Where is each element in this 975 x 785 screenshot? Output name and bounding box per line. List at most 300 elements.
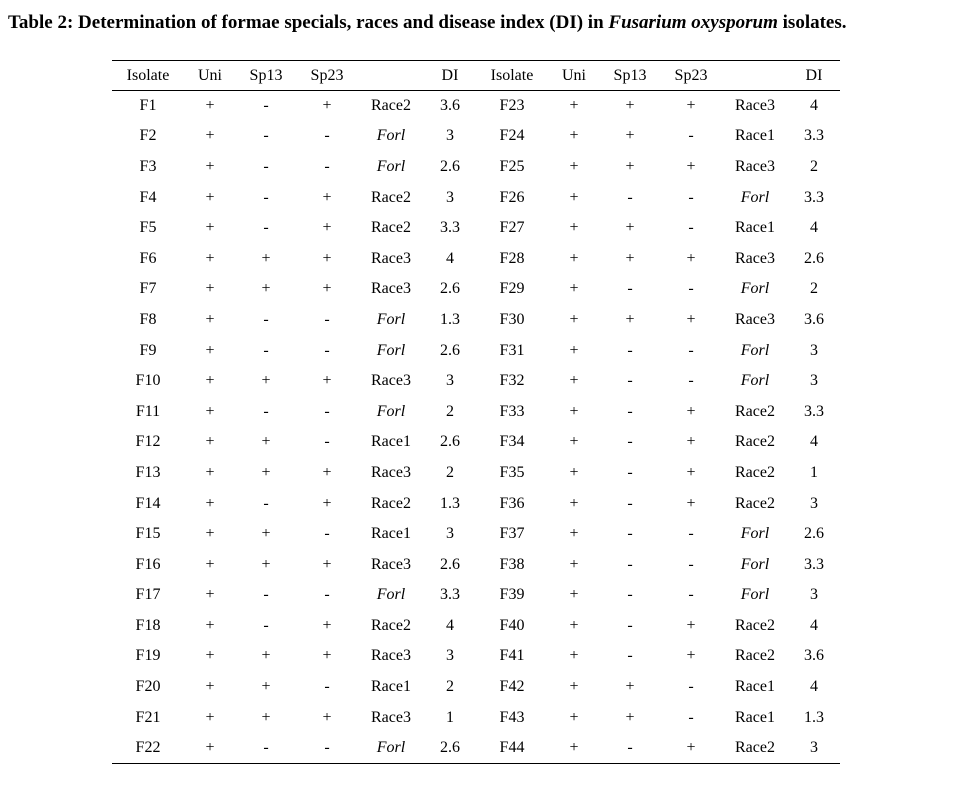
right-di-cell: 2.6 <box>804 249 824 267</box>
left-race-cell: Forl <box>376 402 406 420</box>
left-isolate-cell: F5 <box>139 219 157 237</box>
left-sp23-cell: - <box>296 733 358 764</box>
right-isolate-cell: F40 <box>499 616 525 634</box>
left-race-cell: Forl <box>376 310 406 328</box>
right-race-cell: Forl <box>740 341 770 359</box>
left-sp13-cell: - <box>263 97 269 115</box>
right-race-cell: Forl <box>740 586 770 604</box>
right-sp23-cell: + <box>686 402 696 420</box>
left-race-cell: Forl <box>376 586 406 604</box>
left-sp13-cell: - <box>263 341 269 359</box>
left-isolate-cell: F17 <box>135 586 161 604</box>
right-sp23-cell: - <box>688 127 694 145</box>
right-isolate-cell: F36 <box>499 494 525 512</box>
right-uni-cell: + <box>569 402 579 420</box>
left-race-cell: Race1 <box>371 525 411 543</box>
right-uni-cell: + <box>569 127 579 145</box>
right-isolate-cell: F39 <box>499 586 525 604</box>
right-race-cell: Race3 <box>735 249 775 267</box>
table-row <box>112 672 840 703</box>
right-sp13-cell: + <box>625 127 635 145</box>
right-sp23-cell: - <box>688 372 694 390</box>
right-race-cell: Race2 <box>735 616 775 634</box>
right-di-cell: 2 <box>810 280 818 298</box>
left-sp13-cell: - <box>263 157 269 175</box>
left-di-cell: 3.3 <box>440 219 460 237</box>
left-sp23-cell: - <box>324 586 330 604</box>
right-sp13-cell: - <box>627 341 633 359</box>
caption-species: Fusarium oxysporum <box>608 12 778 33</box>
right-sp13-cell: - <box>627 647 633 665</box>
left-sp13-cell: - <box>263 219 269 237</box>
right-isolate-cell: F43 <box>499 708 525 726</box>
right-isolate-cell: F32 <box>499 372 525 390</box>
right-race-cell: Race1 <box>735 219 775 237</box>
right-uni-cell: + <box>569 616 579 634</box>
left-uni-cell: + <box>205 678 215 696</box>
right-di-cell: 4 <box>810 219 818 237</box>
left-di-cell: 3 <box>446 647 454 665</box>
right-isolate-cell: F34 <box>499 433 525 451</box>
left-sp23-cell: - <box>324 341 330 359</box>
left-isolate-cell: F7 <box>139 280 157 298</box>
table-row <box>112 305 840 336</box>
left-race-cell: Race2 <box>371 219 411 237</box>
right-sp23-cell: + <box>686 97 696 115</box>
left-race-cell: Race1 <box>371 433 411 451</box>
left-sp23-cell: - <box>324 310 330 328</box>
left-sp13-cell: + <box>261 372 271 390</box>
header-di-left: DI <box>424 61 476 91</box>
right-race-cell: Race2 <box>735 402 775 420</box>
left-sp13-cell: + <box>261 280 271 298</box>
left-sp13-cell: - <box>263 127 269 145</box>
right-di-cell: 2 <box>810 157 818 175</box>
right-di-cell: 1 <box>810 463 818 481</box>
right-sp23-cell: - <box>688 341 694 359</box>
right-sp23-cell: + <box>686 463 696 481</box>
table-row <box>112 274 840 305</box>
right-di-cell: 4 <box>810 97 818 115</box>
left-uni-cell: + <box>205 188 215 206</box>
left-isolate-cell: F3 <box>139 157 157 175</box>
table-row <box>112 152 840 183</box>
right-race-cell: Race2 <box>735 494 775 512</box>
left-race-cell: Race2 <box>371 616 411 634</box>
right-isolate-cell: F25 <box>499 157 525 175</box>
left-di-cell: 2.6 <box>440 341 460 359</box>
right-uni-cell: + <box>569 249 579 267</box>
right-di-cell: 3.6 <box>804 647 824 665</box>
right-isolate-cell: F26 <box>499 188 525 206</box>
left-sp13-cell: - <box>263 586 269 604</box>
right-isolate-cell: F28 <box>499 249 525 267</box>
right-di-cell: 4 <box>810 678 818 696</box>
left-race-cell: Race3 <box>371 463 411 481</box>
right-race-cell: Forl <box>740 525 770 543</box>
header-isolate-right: Isolate <box>476 61 548 91</box>
right-isolate-cell: F37 <box>499 525 525 543</box>
left-isolate-cell: F14 <box>135 494 161 512</box>
left-isolate-cell: F10 <box>135 372 161 390</box>
left-sp23-cell: - <box>324 525 330 543</box>
left-isolate-cell: F12 <box>135 433 161 451</box>
table-row <box>112 182 840 213</box>
right-di-cell: 3 <box>788 733 840 764</box>
table-row <box>112 121 840 152</box>
left-uni-cell: + <box>205 433 215 451</box>
left-uni-cell: + <box>205 127 215 145</box>
left-sp23-cell: - <box>324 402 330 420</box>
right-di-cell: 3.3 <box>804 188 824 206</box>
left-uni-cell: + <box>205 97 215 115</box>
left-di-cell: 2.6 <box>440 157 460 175</box>
table-row <box>112 611 840 642</box>
right-sp13-cell: - <box>627 525 633 543</box>
left-sp23-cell: + <box>322 249 332 267</box>
table-body <box>112 91 840 764</box>
right-race-cell: Race3 <box>735 97 775 115</box>
left-sp13-cell: + <box>261 463 271 481</box>
left-sp23-cell: + <box>322 494 332 512</box>
right-race-cell: Forl <box>740 188 770 206</box>
header-uni-left: Uni <box>184 61 236 91</box>
right-isolate-cell: F33 <box>499 402 525 420</box>
left-uni-cell: + <box>205 249 215 267</box>
right-uni-cell: + <box>569 372 579 390</box>
right-uni-cell: + <box>569 433 579 451</box>
left-di-cell: 1 <box>446 708 454 726</box>
right-sp13-cell: + <box>625 219 635 237</box>
right-sp23-cell: - <box>688 555 694 573</box>
table-row <box>112 733 840 764</box>
right-uni-cell: + <box>569 310 579 328</box>
left-di-cell: 3 <box>446 188 454 206</box>
right-di-cell: 3 <box>810 372 818 390</box>
table-row <box>112 335 840 366</box>
isolate-table-container <box>112 60 840 764</box>
left-uni-cell: + <box>205 280 215 298</box>
left-uni-cell: + <box>184 733 236 764</box>
right-di-cell: 3.3 <box>804 555 824 573</box>
left-sp23-cell: + <box>322 280 332 298</box>
left-uni-cell: + <box>205 616 215 634</box>
left-di-cell: 2.6 <box>424 733 476 764</box>
right-sp13-cell: + <box>625 310 635 328</box>
left-race-cell: Race3 <box>371 372 411 390</box>
header-di-right: DI <box>788 61 840 91</box>
right-sp23-cell: + <box>686 494 696 512</box>
left-isolate-cell: F22 <box>112 733 184 764</box>
caption-suffix: isolates. <box>777 12 847 33</box>
right-sp13-cell: - <box>627 280 633 298</box>
right-uni-cell: + <box>569 97 579 115</box>
right-sp23-cell: + <box>686 310 696 328</box>
left-sp23-cell: + <box>322 97 332 115</box>
right-sp13-cell: - <box>627 616 633 634</box>
right-sp23-cell: + <box>686 249 696 267</box>
right-sp13-cell: + <box>625 249 635 267</box>
header-race-right <box>722 61 788 91</box>
table-row <box>112 427 840 458</box>
left-race-cell: Race3 <box>371 708 411 726</box>
left-sp13-cell: + <box>261 647 271 665</box>
right-sp13-cell: + <box>625 157 635 175</box>
left-di-cell: 3 <box>446 372 454 390</box>
left-di-cell: 3 <box>446 525 454 543</box>
right-race-cell: Forl <box>740 555 770 573</box>
right-race-cell: Forl <box>740 372 770 390</box>
left-di-cell: 3.6 <box>440 97 460 115</box>
right-di-cell: 2.6 <box>804 525 824 543</box>
left-sp23-cell: - <box>324 157 330 175</box>
right-uni-cell: + <box>569 219 579 237</box>
right-sp23-cell: + <box>686 616 696 634</box>
right-uni-cell: + <box>569 647 579 665</box>
table-row <box>112 213 840 244</box>
right-isolate-cell: F42 <box>499 678 525 696</box>
right-isolate-cell: F30 <box>499 310 525 328</box>
right-di-cell: 3.6 <box>804 310 824 328</box>
right-isolate-cell: F31 <box>499 341 525 359</box>
left-uni-cell: + <box>205 494 215 512</box>
right-uni-cell: + <box>569 494 579 512</box>
left-uni-cell: + <box>205 708 215 726</box>
left-sp23-cell: + <box>322 647 332 665</box>
table-row <box>112 91 840 122</box>
right-uni-cell: + <box>548 733 600 764</box>
left-sp23-cell: + <box>322 555 332 573</box>
right-uni-cell: + <box>569 586 579 604</box>
right-uni-cell: + <box>569 188 579 206</box>
left-sp23-cell: + <box>322 219 332 237</box>
right-sp13-cell: - <box>627 188 633 206</box>
table-row <box>112 396 840 427</box>
right-race-cell: Race2 <box>735 433 775 451</box>
left-race-cell: Race3 <box>371 249 411 267</box>
left-sp13-cell: + <box>261 678 271 696</box>
left-uni-cell: + <box>205 555 215 573</box>
right-sp23-cell: - <box>688 525 694 543</box>
right-race-cell: Race1 <box>735 678 775 696</box>
left-sp23-cell: - <box>324 127 330 145</box>
right-isolate-cell: F35 <box>499 463 525 481</box>
left-race-cell: Forl <box>376 341 406 359</box>
left-sp23-cell: - <box>324 433 330 451</box>
left-sp13-cell: - <box>263 616 269 634</box>
right-uni-cell: + <box>569 157 579 175</box>
left-sp23-cell: + <box>322 372 332 390</box>
right-uni-cell: + <box>569 555 579 573</box>
left-isolate-cell: F11 <box>135 402 161 420</box>
table-row <box>112 519 840 550</box>
left-uni-cell: + <box>205 310 215 328</box>
left-uni-cell: + <box>205 372 215 390</box>
right-sp13-cell: - <box>627 586 633 604</box>
left-sp23-cell: - <box>324 678 330 696</box>
right-uni-cell: + <box>569 525 579 543</box>
right-sp13-cell: - <box>627 463 633 481</box>
right-di-cell: 1.3 <box>804 708 824 726</box>
left-isolate-cell: F15 <box>135 525 161 543</box>
right-isolate-cell: F41 <box>499 647 525 665</box>
right-isolate-cell: F29 <box>499 280 525 298</box>
right-sp13-cell: - <box>627 372 633 390</box>
left-sp23-cell: + <box>322 616 332 634</box>
left-isolate-cell: F2 <box>139 127 157 145</box>
header-sp13-left: Sp13 <box>236 61 296 91</box>
left-sp13-cell: - <box>236 733 296 764</box>
right-uni-cell: + <box>569 341 579 359</box>
left-sp13-cell: + <box>261 249 271 267</box>
right-sp13-cell: - <box>627 555 633 573</box>
right-sp23-cell: - <box>688 708 694 726</box>
left-di-cell: 2 <box>446 463 454 481</box>
header-row <box>112 61 840 91</box>
left-race-cell: Forl <box>376 157 406 175</box>
right-di-cell: 3 <box>810 586 818 604</box>
left-uni-cell: + <box>205 463 215 481</box>
left-uni-cell: + <box>205 341 215 359</box>
right-di-cell: 3.3 <box>804 402 824 420</box>
left-uni-cell: + <box>205 586 215 604</box>
table-row <box>112 580 840 611</box>
right-sp13-cell: + <box>625 708 635 726</box>
left-di-cell: 3 <box>446 127 454 145</box>
left-race-cell: Race2 <box>371 188 411 206</box>
left-isolate-cell: F16 <box>135 555 161 573</box>
left-isolate-cell: F9 <box>139 341 157 359</box>
left-di-cell: 1.3 <box>440 310 460 328</box>
right-isolate-cell: F44 <box>476 733 548 764</box>
right-sp23-cell: + <box>686 157 696 175</box>
left-race-cell: Race3 <box>371 555 411 573</box>
left-uni-cell: + <box>205 525 215 543</box>
right-di-cell: 3 <box>810 341 818 359</box>
left-isolate-cell: F21 <box>135 708 161 726</box>
header-sp13-right: Sp13 <box>600 61 660 91</box>
left-sp13-cell: + <box>261 555 271 573</box>
table-row <box>112 641 840 672</box>
right-sp23-cell: + <box>686 433 696 451</box>
right-sp13-cell: - <box>627 433 633 451</box>
left-uni-cell: + <box>205 647 215 665</box>
left-isolate-cell: F4 <box>139 188 157 206</box>
left-race-cell: Race2 <box>371 494 411 512</box>
left-uni-cell: + <box>205 157 215 175</box>
left-sp13-cell: + <box>261 525 271 543</box>
left-isolate-cell: F20 <box>135 678 161 696</box>
right-di-cell: 3 <box>810 494 818 512</box>
left-race-cell: Race3 <box>371 647 411 665</box>
left-sp13-cell: - <box>263 310 269 328</box>
left-di-cell: 2 <box>446 402 454 420</box>
right-sp13-cell: - <box>627 402 633 420</box>
left-di-cell: 4 <box>446 616 454 634</box>
left-isolate-cell: F13 <box>135 463 161 481</box>
left-isolate-cell: F1 <box>139 97 157 115</box>
table-row <box>112 458 840 489</box>
right-race-cell: Race2 <box>735 647 775 665</box>
left-isolate-cell: F8 <box>139 310 157 328</box>
left-sp13-cell: - <box>263 188 269 206</box>
table-row <box>112 549 840 580</box>
left-sp23-cell: + <box>322 463 332 481</box>
right-race-cell: Race2 <box>735 463 775 481</box>
table-row <box>112 488 840 519</box>
caption-prefix: Table 2: Determination of formae specials, races and disease index (DI) in <box>8 12 609 33</box>
right-race-cell: Race1 <box>735 127 775 145</box>
left-sp13-cell: + <box>261 708 271 726</box>
left-isolate-cell: F19 <box>135 647 161 665</box>
right-uni-cell: + <box>569 678 579 696</box>
right-sp23-cell: + <box>686 647 696 665</box>
left-isolate-cell: F6 <box>139 249 157 267</box>
right-sp13-cell: - <box>627 494 633 512</box>
right-uni-cell: + <box>569 708 579 726</box>
right-race-cell: Race2 <box>722 733 788 764</box>
right-di-cell: 3.3 <box>804 127 824 145</box>
right-sp23-cell: - <box>688 280 694 298</box>
header-sp23-right: Sp23 <box>660 61 722 91</box>
table-row <box>112 243 840 274</box>
left-race-cell: Forl <box>376 127 406 145</box>
right-sp23-cell: + <box>660 733 722 764</box>
right-isolate-cell: F24 <box>499 127 525 145</box>
right-sp13-cell: + <box>625 97 635 115</box>
right-sp23-cell: - <box>688 586 694 604</box>
right-di-cell: 4 <box>810 433 818 451</box>
left-uni-cell: + <box>205 219 215 237</box>
left-di-cell: 2.6 <box>440 555 460 573</box>
left-di-cell: 2.6 <box>440 280 460 298</box>
right-race-cell: Race3 <box>735 157 775 175</box>
left-sp13-cell: - <box>263 494 269 512</box>
right-uni-cell: + <box>569 280 579 298</box>
left-sp13-cell: + <box>261 433 271 451</box>
table-row <box>112 366 840 397</box>
table-row <box>112 702 840 733</box>
right-di-cell: 4 <box>810 616 818 634</box>
left-race-cell: Race3 <box>371 280 411 298</box>
left-sp13-cell: - <box>263 402 269 420</box>
left-race-cell: Race1 <box>371 678 411 696</box>
right-race-cell: Race1 <box>735 708 775 726</box>
right-race-cell: Forl <box>740 280 770 298</box>
right-sp13-cell: - <box>600 733 660 764</box>
header-isolate-left: Isolate <box>112 61 184 91</box>
header-uni-right: Uni <box>548 61 600 91</box>
left-di-cell: 1.3 <box>440 494 460 512</box>
header-race-left <box>358 61 424 91</box>
left-race-cell: Forl <box>358 733 424 764</box>
right-isolate-cell: F38 <box>499 555 525 573</box>
right-sp23-cell: - <box>688 188 694 206</box>
right-uni-cell: + <box>569 463 579 481</box>
header-sp23-left: Sp23 <box>296 61 358 91</box>
right-isolate-cell: F23 <box>499 97 525 115</box>
table-caption <box>8 10 968 36</box>
left-di-cell: 2 <box>446 678 454 696</box>
left-uni-cell: + <box>205 402 215 420</box>
right-sp23-cell: - <box>688 678 694 696</box>
right-sp23-cell: - <box>688 219 694 237</box>
left-di-cell: 3.3 <box>440 586 460 604</box>
left-isolate-cell: F18 <box>135 616 161 634</box>
isolate-table <box>112 60 840 764</box>
right-isolate-cell: F27 <box>499 219 525 237</box>
left-race-cell: Race2 <box>371 97 411 115</box>
